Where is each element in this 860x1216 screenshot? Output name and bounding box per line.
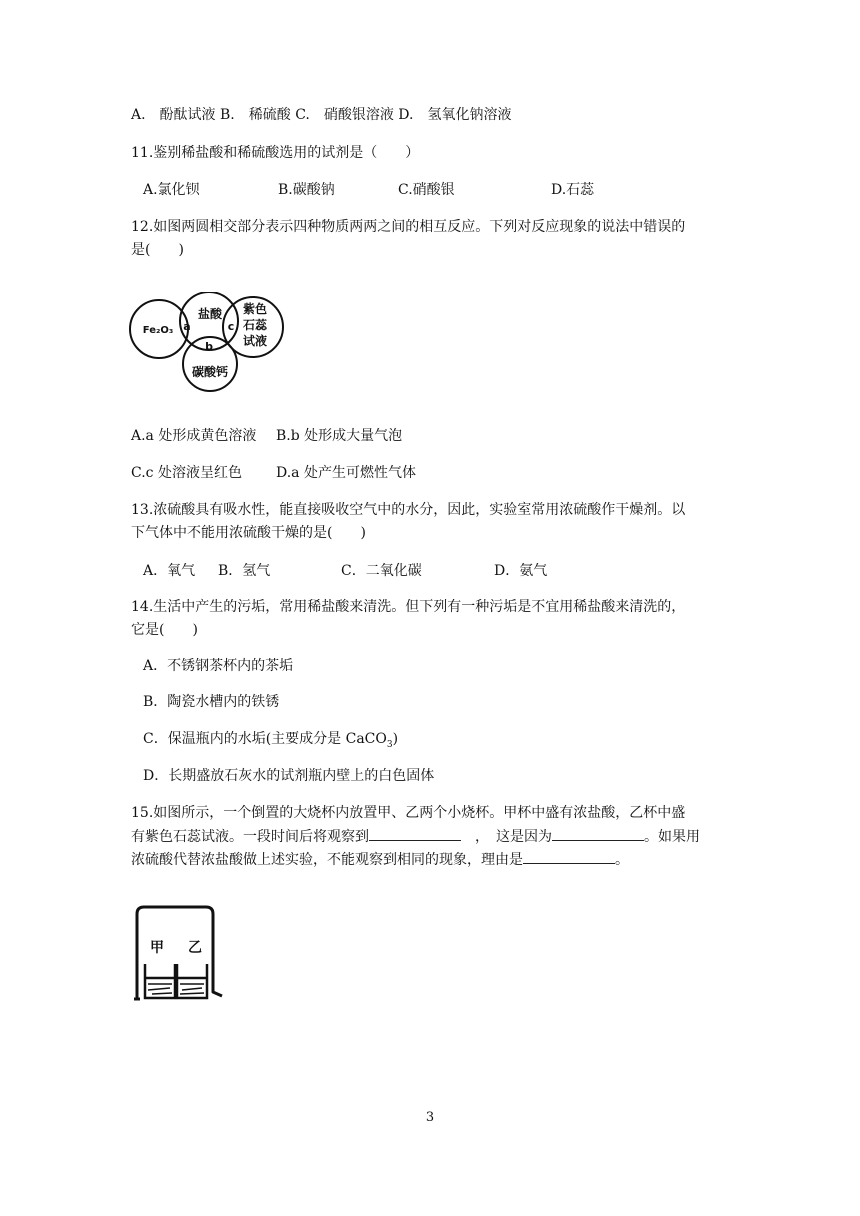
q15-line2 [131,826,700,847]
label-hydrochloric-acid: 盐酸 [197,307,223,321]
q13-option-b: B．氢气 [218,563,271,579]
label-region-b: b [205,340,213,353]
q12-option-a: A.a 处形成黄色溶液 [131,428,257,444]
q12-stem-line2: 是( ) [131,242,184,258]
q14-option-d: D．长期盛放石灰水的试剂瓶内壁上的白色固体 [143,768,435,784]
q15-line3 [131,849,629,870]
q15-line1: 15.如图所示，一个倒置的大烧杯内放置甲、乙两个小烧杯。甲杯中盛有浓盐酸，乙杯中盛 [131,805,686,821]
q14-option-c [143,729,398,755]
q15-beaker-diagram [130,902,230,1002]
q13-option-c: C．二氧化碳 [341,563,422,579]
q14-option-a: A．不锈钢茶杯内的茶垢 [143,658,294,674]
label-yi: 乙 [188,940,202,956]
q13-stem-line1: 13.浓硫酸具有吸水性，能直接吸收空气中的水分，因此，实验室常用浓硫酸作干燥剂。以 [131,502,686,518]
q15-line2-text-c: 。如果用 [644,829,700,845]
q10-options: A. 酚酞试液 B. 稀硫酸 C. 硝酸银溶液 D. 氢氧化钠溶液 [131,107,512,123]
label-litmus-2: 石蕊 [242,318,268,332]
q14-stem-line2: 它是( ) [131,622,198,638]
q11-option-a: A.氯化钡 [143,182,200,198]
q15-blank-explanation[interactable] [523,849,615,864]
q11-option-b: B.碳酸钠 [278,182,335,198]
q15-line2-text-a: 有紫色石蕊试液。一段时间后将观察到 [131,829,369,845]
label-fe2o3: Fe₂O₃ [142,325,174,336]
q15-line3-text-b: 。 [615,852,629,868]
q12-stem-line1: 12.如图两圆相交部分表示四种物质两两之间的相互反应。下列对反应现象的说法中错误的 [131,219,686,235]
q15-blank-observation[interactable] [369,826,461,841]
q14-stem-line1: 14.生活中产生的污垢，常用稀盐酸来清洗。但下列有一种污垢是不宜用稀盐酸来清洗的， [131,599,686,615]
label-region-c: c [227,320,235,333]
q12-venn-diagram [128,292,288,392]
q15-line3-text-a: 浓硫酸代替浓盐酸做上述实验，不能观察到相同的现象，理由是 [131,852,523,868]
q11-stem: 11.鉴别稀盐酸和稀硫酸选用的试剂是（ ） [131,145,420,161]
label-calcium-carbonate: 碳酸钙 [191,365,229,379]
label-jia: 甲 [150,940,164,956]
q15-line2-text-b: ， 这是因为 [461,829,552,845]
q15-blank-reason[interactable] [552,826,644,841]
q12-option-b: B.b 处形成大量气泡 [276,428,403,444]
q14-option-c-close: ) [392,731,399,747]
q11-option-d: D.石蕊 [551,182,595,198]
page-number: 3 [425,1110,435,1125]
liquid-hatch-jia [148,984,172,994]
q11-option-c: C.硝酸银 [398,182,455,198]
q13-option-d: D．氨气 [494,563,548,579]
label-region-a: a [183,320,191,333]
label-litmus-1: 紫色 [242,302,268,316]
q12-option-d: D.a 处产生可燃性气体 [276,465,416,481]
q14-option-c-subscript: 3 [386,739,393,750]
q12-option-c: C.c 处溶液呈红色 [131,465,242,481]
q14-option-c-text: C．保温瓶内的水垢(主要成分是 CaCO [143,731,387,747]
q14-option-b: B．陶瓷水槽内的铁锈 [143,694,280,710]
liquid-hatch-yi [180,984,204,994]
q13-stem-line2: 下气体中不能用浓硫酸干燥的是( ) [131,525,366,541]
q13-option-a: A．氧气 [143,563,196,579]
label-litmus-3: 试液 [242,334,268,348]
